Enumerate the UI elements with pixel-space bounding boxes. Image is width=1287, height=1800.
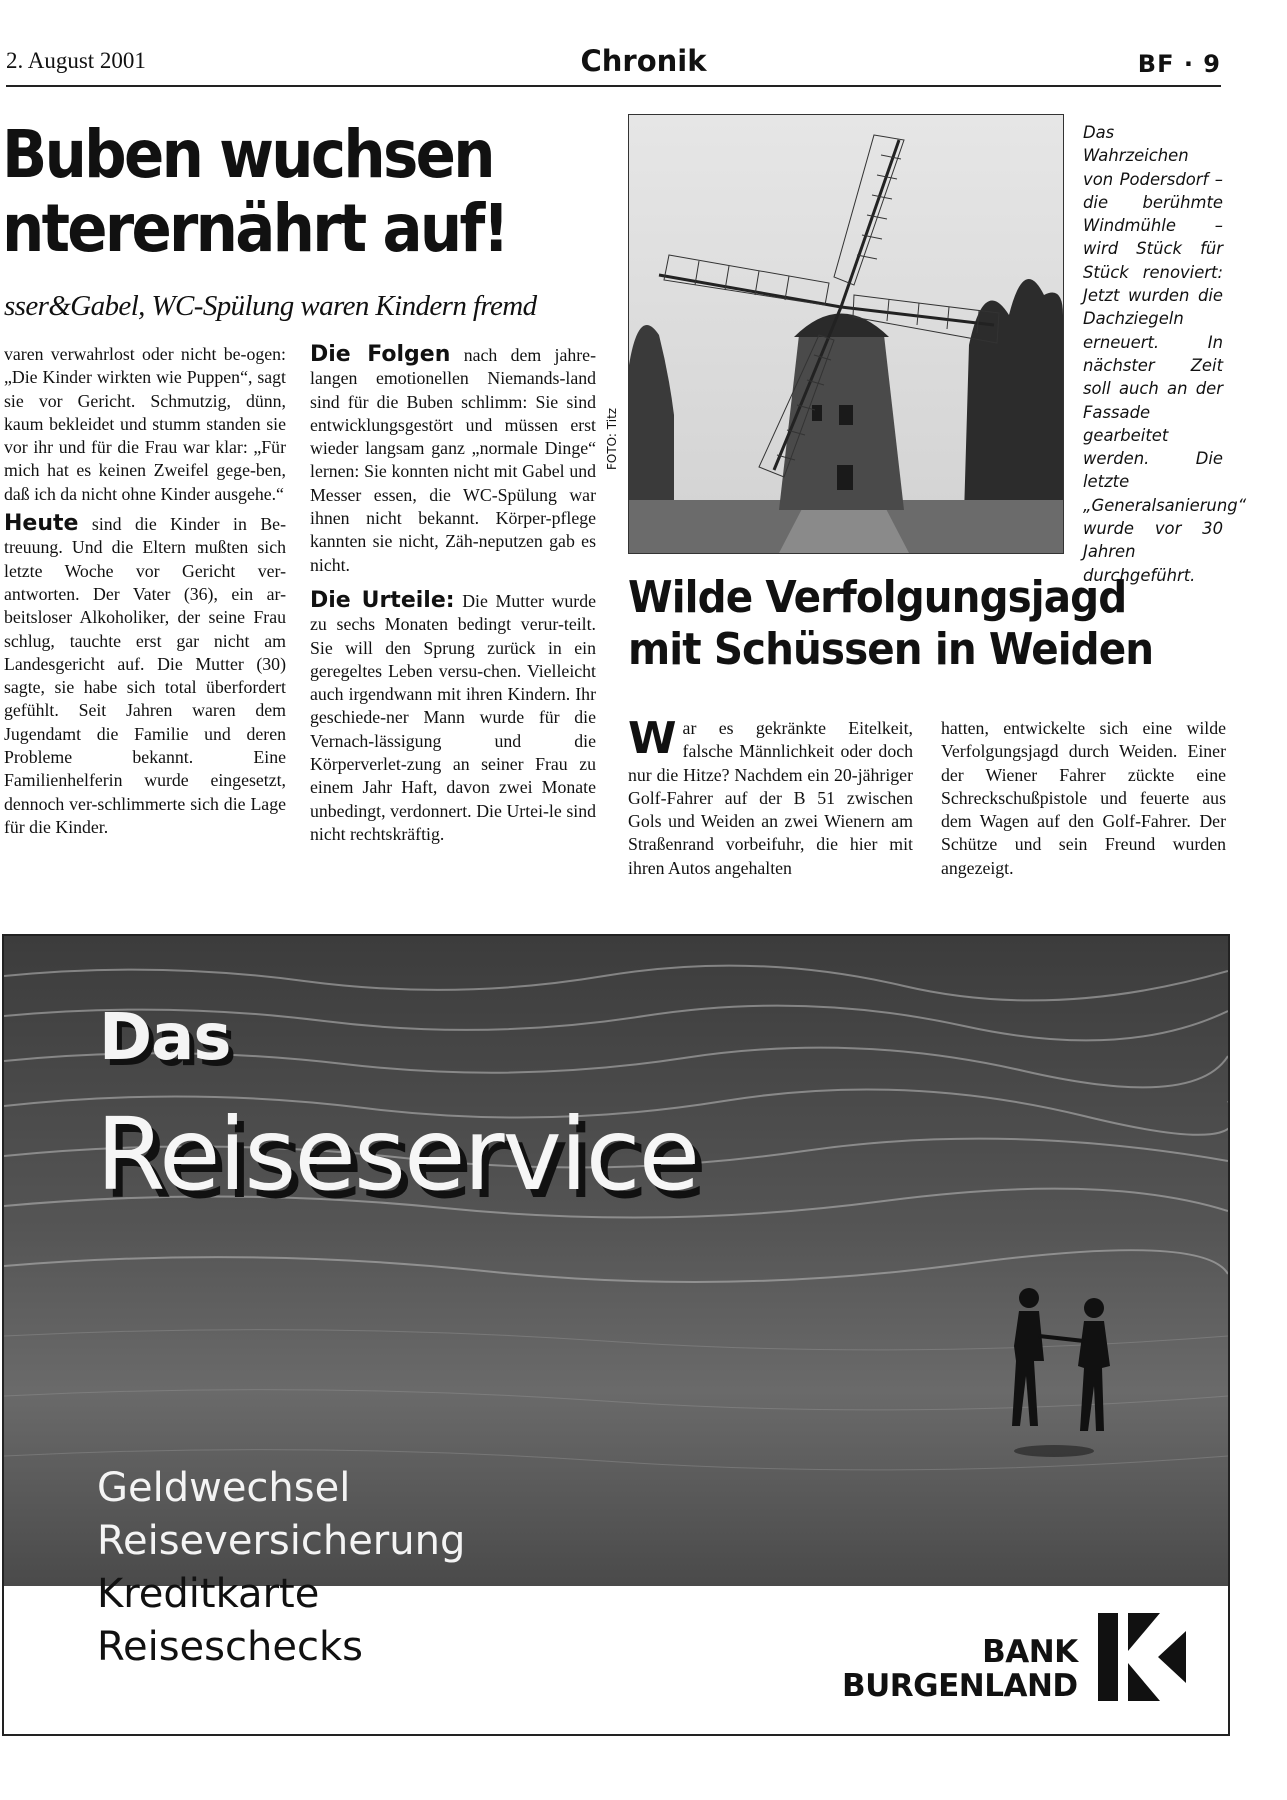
windmill-photo	[628, 114, 1064, 554]
left-col2-paragraph-2-text: Die Mutter wurde zu sechs Monaten bedingt verur-teilt. Sie will den Sprung zurück in ein geregeltes Leben versu-chen. Vielleicht auch irgendwann mit ihren Kindern. Ihr geschiede-ner Mann wurde für die Vernach-lässigung und die Körperverlet-zung an seiner Frau zu einem Jahr Haft, davon zwei Monate unbedingt, verdonnert. Die Urtei-le sind nicht rechtskräftig.	[310, 590, 596, 844]
photo-credit: FOTO: Titz	[605, 407, 619, 470]
left-headline-line2: nterernährt auf!	[2, 190, 507, 267]
page-number: BF · 9	[1137, 50, 1221, 78]
left-article-column-2	[310, 343, 596, 852]
left-article-column-1	[4, 343, 286, 845]
bank-name	[842, 1635, 1078, 1703]
section-title: Chronik	[580, 44, 707, 78]
right-article-column-1	[628, 713, 913, 880]
photo-caption: Das Wahrzeichen von Podersdorf – die berühmte Windmühle – wird Stück für Stück renoviert: Jetzt wurden die Dachziegeln erneuert. In nächster Zeit soll auch an der Fassade gearbeitet werden. Die letzte „Generalsanierung“ wurde vor 30 Jahren durchgeführt.	[1083, 123, 1247, 585]
bank-name-line1: BANK	[982, 1634, 1078, 1670]
header-rule	[6, 85, 1221, 87]
left-col1-paragraph-2-text: sind die Kinder in Be-treuung. Und die Eltern mußten sich letzte Woche vor Gericht ver-antworten. Der Vater (36), ein ar-beitsloser Alkoholiker, der seine Frau schlug, tauchte erst gar nicht am Landesgericht auf. Die Mutter (30) sagte, sie habe sich total überfordert gefühlt. Seit Jahren waren dem Jugendamt die Familie und deren Probleme bekannt. Eine Familienhelferin wurde eingesetzt, dennoch ver-schlimmerte sich die Lage für die Kinder.	[4, 514, 286, 837]
left-col2-paragraph-2	[310, 589, 596, 846]
ad-item-reiseschecks: Reiseschecks	[97, 1624, 363, 1670]
ad-title-small: Das	[99, 1001, 231, 1075]
right-headline	[628, 572, 1180, 676]
left-col2-paragraph-1-text: nach dem jahre-langen emotionellen Niemands-land sind für die Buben schlimm: Sie sind entwicklungsgestört und müssen erst wieder langsam ganz „normale Dinge“ lernen: Sie konnten nicht mit Gabel und Messer essen, die WC-Spülung war ihnen nicht bekannt. Körper-pflege kannten sie nicht, Zäh-neputzen gab es nicht.	[310, 345, 596, 575]
kicker-heute: Heute	[4, 511, 79, 537]
right-headline-line2: mit Schüssen in Weiden	[628, 624, 1154, 675]
ad-service-list	[97, 1462, 465, 1674]
bank-name-line2: BURGENLAND	[842, 1668, 1078, 1704]
right-headline-line1: Wilde Verfolgungsjagd	[628, 572, 1127, 623]
left-col2-paragraph-1	[310, 343, 596, 577]
issue-date: 2. August 2001	[6, 48, 146, 73]
left-col1-paragraph-1: varen verwahrlost oder nicht be-ogen: „Die Kinder wirkten wie Puppen“, sagt sie vor Gericht. Schmutzig, dünn, kaum bekleidet und stumm standen sie vor ihr und für die Frau war klar: „Für mich hat es keinen Zweifel gege-ben, daß ich da nicht ohne Kinder ausgehe.“	[4, 344, 286, 504]
kicker-die-folgen: Die Folgen	[310, 342, 451, 367]
ad-item-reiseversicherung: Reiseversicherung	[97, 1518, 466, 1564]
left-headline	[2, 116, 507, 267]
right-col1-text: ar es gekränkte Eitelkeit, falsche Männlichkeit oder doch nur die Hitze? Nachdem ein 20-jähriger Golf-Fahrer auf der B 51 zwischen Gols und Weiden an zwei Wienern am Straßenrand vorbeifuhr, die hier mit ihren Autos angehalten	[628, 718, 913, 878]
ad-title-large: Reiseservice	[96, 1096, 699, 1213]
kicker-die-urteile: Die Urteile:	[310, 587, 455, 613]
bank-burgenland-logo-icon	[1098, 1613, 1186, 1701]
drop-cap: W	[628, 713, 677, 764]
ad-item-kreditkarte: Kreditkarte	[97, 1571, 320, 1617]
left-col1-paragraph-2	[4, 512, 286, 839]
ad-item-geldwechsel: Geldwechsel	[97, 1465, 351, 1511]
left-headline-line1: Buben wuchsen	[2, 116, 493, 193]
right-article-column-2: hatten, entwickelte sich eine wilde Verfolgungsjagd durch Weiden. Einer der Wiener Fahrer zückte eine Schreckschußpistole und feuerte aus dem Wagen auf den Golf-Fahrer. Der Schütze und sein Freund wurden angezeigt.	[941, 718, 1226, 878]
left-subheadline: sser&Gabel, WC-Spülung waren Kindern fremd	[4, 290, 537, 322]
